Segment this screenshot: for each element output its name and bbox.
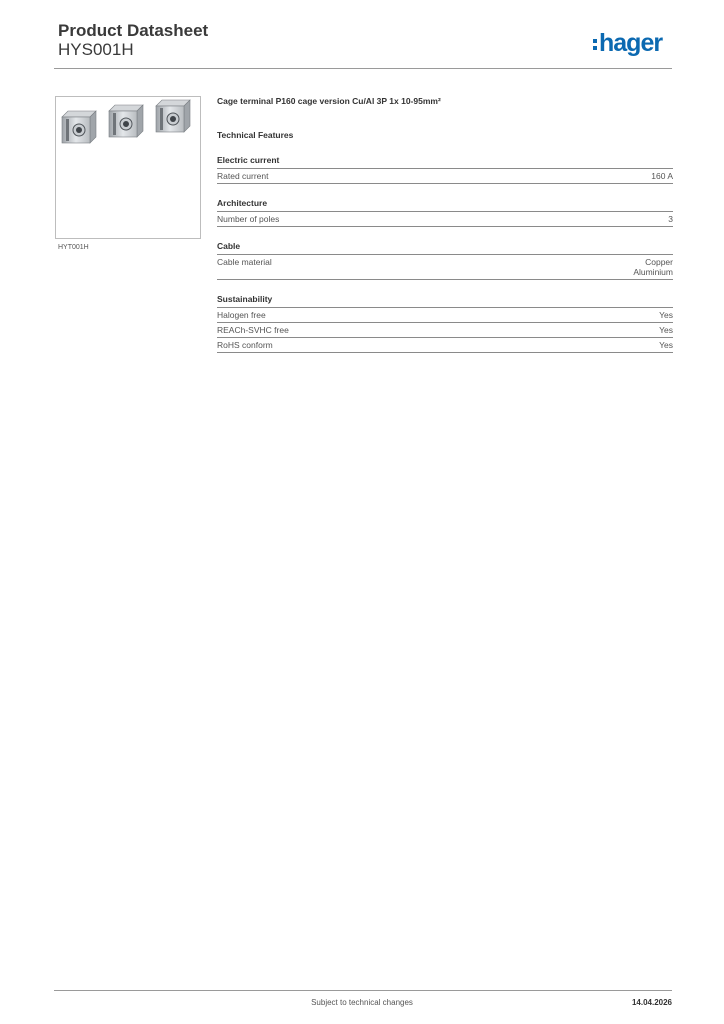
feature-row [217,308,673,323]
group-title: Electric current [217,155,673,169]
feature-value: 3 [668,214,673,224]
feature-row [217,212,673,227]
features-section [217,96,673,367]
group-architecture [217,198,673,227]
footer-note: Subject to technical changes [311,998,413,1007]
group-title: Architecture [217,198,673,212]
group-electric-current [217,155,673,184]
feature-row [217,255,673,280]
product-title: Cage terminal P160 cage version Cu/Al 3P 1x 10-95mm² [217,96,441,106]
cage-terminals-icon [56,97,200,238]
feature-label: Number of poles [217,214,280,224]
page-title: Product Datasheet [58,21,209,40]
group-title: Cable [217,241,673,255]
feature-row [217,169,673,184]
feature-value: 160 A [651,171,673,181]
product-code: HYS001H [58,40,134,59]
group-cable [217,241,673,280]
feature-label: Rated current [217,171,269,181]
footer-divider [54,990,672,991]
header-divider [54,68,672,69]
feature-value-line: Aluminium [633,267,673,277]
feature-label: Cable material [217,257,272,267]
logo-dots-icon [593,39,597,50]
feature-value: Yes [659,325,673,335]
feature-row [217,338,673,353]
feature-label: Halogen free [217,310,266,320]
feature-value: Yes [659,340,673,350]
logo-text: hager [599,28,663,57]
feature-value [633,257,673,277]
hager-logo [593,28,662,58]
group-sustainability [217,294,673,353]
product-image-frame [55,96,201,239]
group-title: Sustainability [217,294,673,308]
features-heading: Technical Features [217,130,294,140]
feature-value: Yes [659,310,673,320]
feature-label: RoHS conform [217,340,273,350]
feature-row [217,323,673,338]
image-caption: HYT001H [58,244,89,251]
feature-label: REACh-SVHC free [217,325,289,335]
feature-value-line: Copper [645,257,673,267]
footer-date: 14.04.2026 [631,998,672,1007]
